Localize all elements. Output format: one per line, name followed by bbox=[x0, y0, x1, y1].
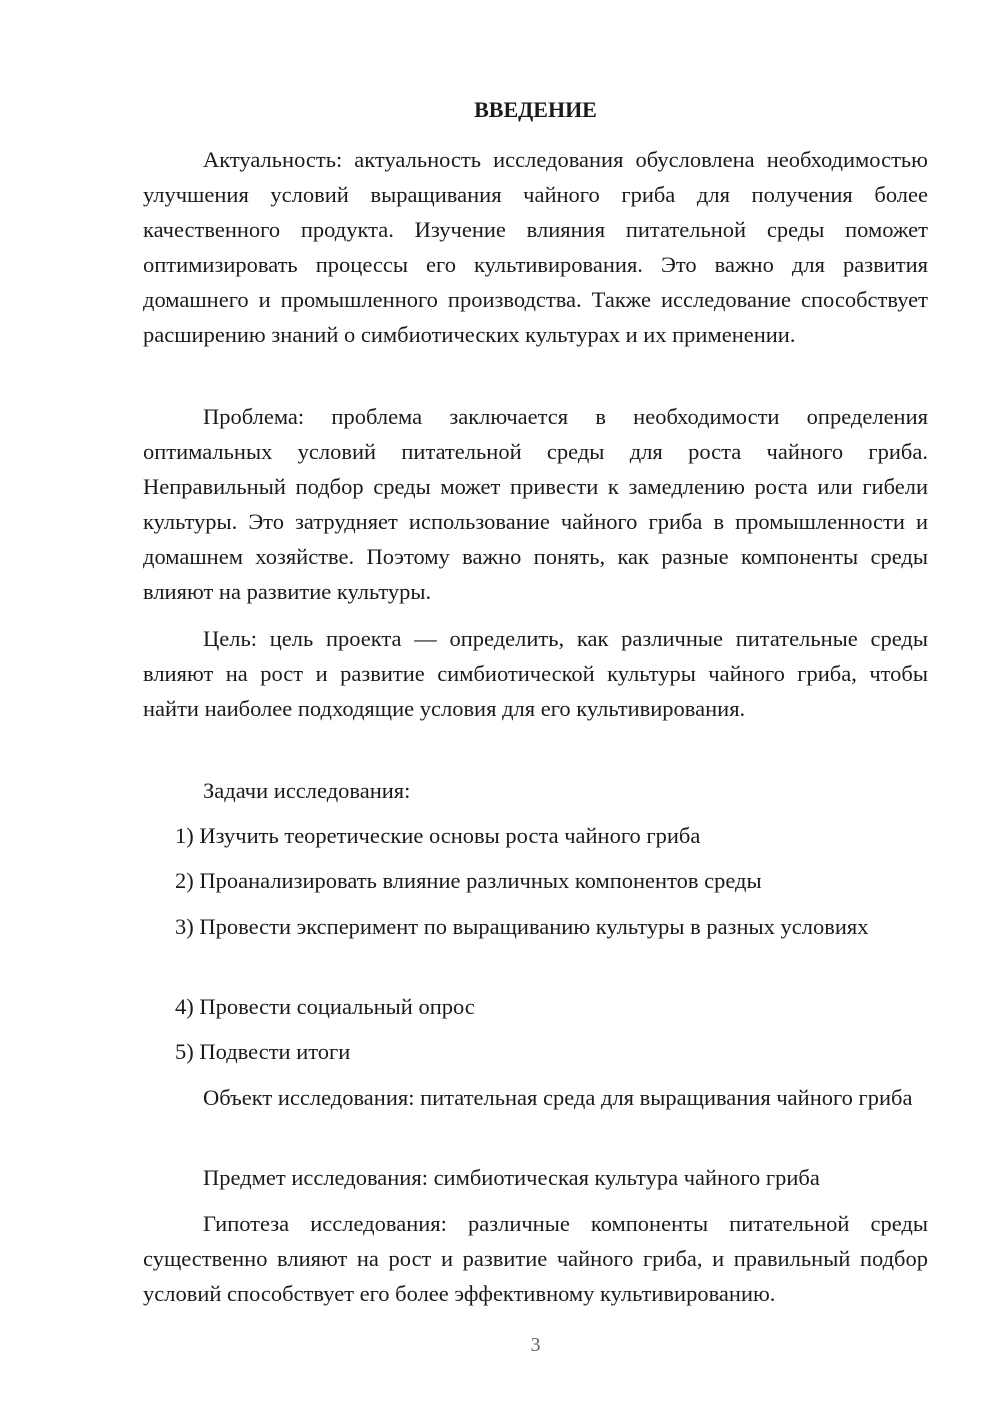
task-item-1: 1) Изучить теоретические основы роста чайного гриба bbox=[175, 823, 701, 848]
document-page bbox=[143, 0, 928, 1414]
relevance-paragraph: Актуальность: актуальность исследования обусловлена необходимостью улучшения условий выращивания чайного гриба для получения более качественного продукта. Изучение влияния питательной среды поможет оптимизировать процессы его культивирования. Это важно для развития домашнего и промышленного производства. Также исследование способствует расширению знаний о симбиотических культурах и их применении. bbox=[143, 147, 928, 347]
task-item-3: 3) Провести эксперимент по выращиванию культуры в разных условиях bbox=[175, 914, 869, 939]
task-item-4: 4) Провести социальный опрос bbox=[175, 994, 475, 1019]
page-number: 3 bbox=[530, 1334, 541, 1356]
object-paragraph: Объект исследования: питательная среда для выращивания чайного гриба bbox=[203, 1085, 913, 1110]
section-title: ВВЕДЕНИЕ bbox=[474, 97, 597, 122]
hypothesis-paragraph: Гипотеза исследования: различные компоненты питательной среды существенно влияют на рост и развитие чайного гриба, и правильный подбор условий способствует его более эффективному культивированию. bbox=[143, 1211, 928, 1306]
task-item-5: 5) Подвести итоги bbox=[175, 1039, 351, 1064]
subject-paragraph: Предмет исследования: симбиотическая культура чайного гриба bbox=[203, 1165, 820, 1190]
task-item-2: 2) Проанализировать влияние различных компонентов среды bbox=[175, 868, 762, 893]
tasks-heading: Задачи исследования: bbox=[203, 778, 411, 803]
goal-paragraph: Цель: цель проекта — определить, как различные питательные среды влияют на рост и развитие симбиотической культуры чайного гриба, чтобы найти наиболее подходящие условия для его культивирования. bbox=[143, 626, 928, 721]
problem-paragraph: Проблема: проблема заключается в необходимости определения оптимальных условий питательной среды для роста чайного гриба. Неправильный подбор среды может привести к замедлению роста или гибели культуры. Это затрудняет использование чайного гриба в промышленности и домашнем хозяйстве. Поэтому важно понять, как разные компоненты среды влияют на развитие культуры. bbox=[143, 404, 928, 604]
